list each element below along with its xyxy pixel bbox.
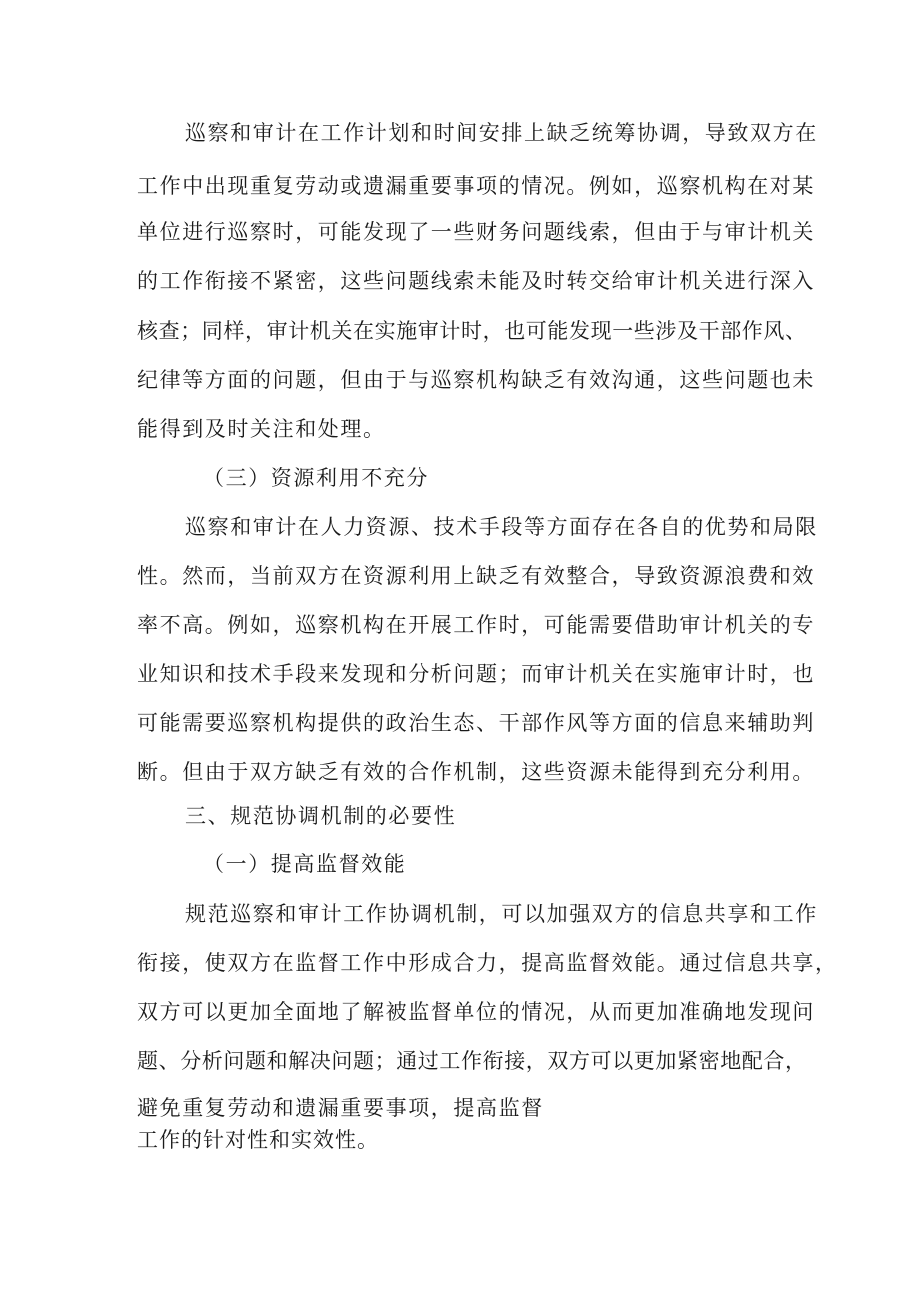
paragraph-line: 断。但由于双方缺乏有效的合作机制，这些资源未能得到充分利用。 bbox=[137, 760, 815, 784]
paragraph-line: 避免重复劳动和遗漏重要事项，提高监督 bbox=[137, 1096, 544, 1120]
paragraph-line: 的工作衔接不紧密，这些问题线索未能及时转交给审计机关进行深入 bbox=[137, 269, 815, 293]
paragraph-line: 工作的针对性和实效性。 bbox=[137, 1128, 379, 1152]
paragraph-line: 率不高。例如，巡察机构在开展工作时，可能需要借助审计机关的专 bbox=[137, 613, 815, 637]
paragraph-line: 单位进行巡察时，可能发现了一些财务问题线索，但由于与审计机关 bbox=[137, 220, 815, 244]
paragraph-line: 题、分析问题和解决问题；通过工作衔接，双方可以更加紧密地配合， bbox=[137, 1049, 807, 1073]
paragraph-line: 业知识和技术手段来发现和分析问题；而审计机关在实施审计时，也 bbox=[137, 662, 815, 686]
paragraph-line: 可能需要巡察机构提供的政治生态、干部作风等方面的信息来辅助判 bbox=[137, 711, 815, 735]
paragraph-line: 衔接，使双方在监督工作中形成合力，提高监督效能。通过信息共享， bbox=[137, 951, 838, 975]
section-heading: 三、规范协调机制的必要性 bbox=[185, 804, 457, 828]
paragraph-line: 双方可以更加全面地了解被监督单位的情况，从而更加准确地发现问 bbox=[137, 1000, 815, 1024]
section-heading: （三）资源利用不充分 bbox=[203, 466, 429, 490]
paragraph-line: 工作中出现重复劳动或遗漏重要事项的情况。例如，巡察机构在对某 bbox=[137, 174, 815, 198]
paragraph-line: 纪律等方面的问题，但由于与巡察机构缺乏有效沟通，这些问题也未 bbox=[137, 368, 815, 392]
paragraph-line: 核查；同样，审计机关在实施审计时，也可能发现一些涉及干部作风、 bbox=[137, 319, 807, 343]
paragraph-line: 巡察和审计在工作计划和时间安排上缺乏统筹协调，导致双方在 bbox=[185, 121, 818, 145]
paragraph-line: 巡察和审计在人力资源、技术手段等方面存在各自的优势和局限 bbox=[185, 515, 818, 539]
section-heading: （一）提高监督效能 bbox=[203, 852, 407, 876]
paragraph-line: 能得到及时关注和处理。 bbox=[137, 417, 386, 441]
paragraph-line: 规范巡察和审计工作协调机制，可以加强双方的信息共享和工作 bbox=[185, 902, 818, 926]
paragraph-line: 性。然而，当前双方在资源利用上缺乏有效整合，导致资源浪费和效 bbox=[137, 564, 815, 588]
